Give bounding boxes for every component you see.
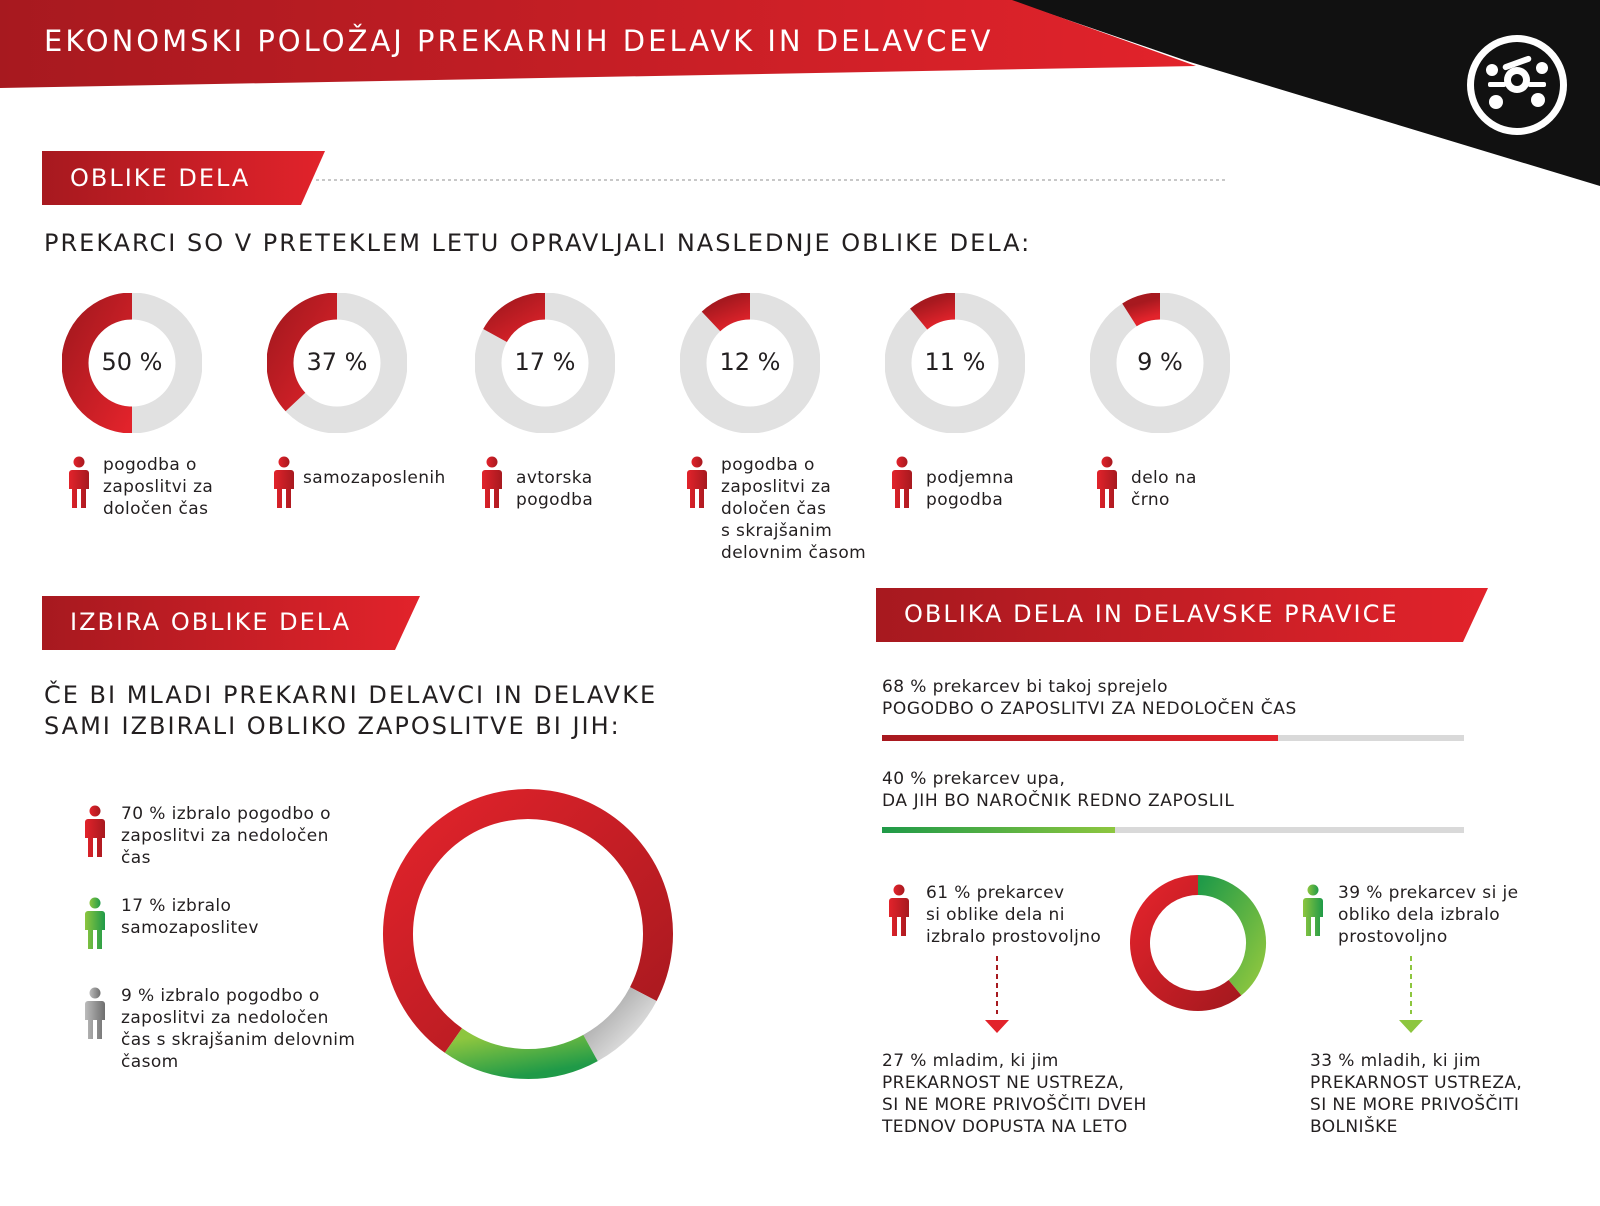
arrow-red-head [985,1020,1009,1033]
donut-segment-green [1198,885,1256,988]
donut-caption [926,467,1014,511]
donut-caption [516,467,593,511]
donut-value-label: 50 % [101,348,163,376]
right-group-result-line: PREKARNOST USTREZA, [1310,1073,1523,1093]
header-title: EKONOMSKI POLOŽAJ PREKARNIH DELAVK IN DELAVCEV [44,24,994,58]
legend-item [121,895,259,939]
person-icon [686,456,708,510]
person-icon [84,987,106,1041]
donut-caption-line: pogodba o [721,455,815,475]
person-icon [68,456,90,510]
section-label-oblike-dela: OBLIKE DELA [70,164,251,192]
donut-caption-line: pogodba [926,490,1004,510]
donut-caption-line: avtorska [516,468,593,488]
legend-item [121,803,331,869]
donut-caption-line: pogodba [516,490,594,510]
section-label-izbira: IZBIRA OBLIKE DELA [70,608,352,636]
bar2-line1: 40 % prekarcev upa, [882,769,1066,789]
left-group-result [882,1050,1147,1138]
right-group-result-line: SI NE MORE PRIVOŠČITI [1310,1095,1520,1115]
section2-heading-line2: SAMI IZBIRALI OBLIKO ZAPOSLITVE BI JIH: [44,712,621,740]
right-group-result [1310,1050,1522,1138]
legend-item-line: 9 % izbralo pogodbo o [121,986,320,1006]
donut-segment-green [453,1040,590,1064]
donut-caption-line: samozaposlenih [303,468,446,488]
right-group-result-line: 33 % mladih, ki jim [1310,1051,1481,1071]
bar2-line2: DA JIH BO NAROČNIK REDNO ZAPOSLIL [882,791,1235,811]
left-group-result-line: SI NE MORE PRIVOŠČITI DVEH [882,1095,1147,1115]
left-group-text-line: izbralo prostovoljno [926,927,1102,947]
donut-value-arc [919,306,955,319]
bar2-fill [882,827,1115,833]
donut-segment-red [1140,885,1235,1001]
person-icon [891,456,913,510]
bar1-line1: 68 % prekarcev bi takoj sprejelo [882,677,1168,697]
legend-item-line: samozaposlitev [121,918,259,938]
right-group-result-line: BOLNIŠKE [1310,1117,1398,1137]
right-group-text [1338,882,1518,948]
donut-value-label: 12 % [719,348,781,376]
person-icon [481,456,503,510]
legend-item-line: čas [121,848,151,868]
donut-caption-line: zaposlitvi za [721,477,832,497]
donut-value-arc [495,306,545,336]
donut-caption-line: s skrajšanim [721,521,833,541]
left-group-result-line: 27 % mladim, ki jim [882,1051,1059,1071]
donut-caption-line: podjemna [926,468,1015,488]
donut-value-arc [1129,306,1160,315]
section1-heading: PREKARCI SO V PRETEKLEM LETU OPRAVLJALI NASLEDNJE OBLIKE DELA: [44,229,1032,257]
donut-caption-line: zaposlitvi za [103,477,214,497]
donut-caption-line: pogodba o [103,455,197,475]
donut-caption [721,454,866,564]
donut-caption-line: določen čas [721,499,827,519]
donut-value-label: 17 % [514,348,576,376]
section-label-pravice: OBLIKA DELA IN DELAVSKE PRAVICE [904,600,1399,628]
donut-value-label: 9 % [1137,348,1183,376]
donut-value-arc [711,306,750,321]
left-group-text-line: 61 % prekarcev [926,883,1065,903]
left-group-text-line: si oblike dela ni [926,905,1065,925]
legend-item-line: čas s skrajšanim delovnim [121,1030,356,1050]
person-icon [84,805,106,859]
left-group-text [926,882,1101,948]
legend-item-line: 17 % izbralo [121,896,232,916]
bar1-track [882,735,1464,741]
person-icon [1302,884,1324,938]
person-icon [273,456,295,510]
person-icon [84,897,106,951]
donut-value-label: 11 % [924,348,986,376]
bar1-line2: POGODBO O ZAPOSLITVI ZA NEDOLOČEN ČAS [882,699,1297,719]
donut-caption-line: delovnim časom [721,543,867,563]
logo-seal [1462,30,1572,140]
donut-caption [303,467,446,489]
legend-item [121,985,355,1073]
legend-item-line: časom [121,1052,179,1072]
bar2-track [882,827,1464,833]
donut-caption-line: delo na [1131,468,1197,488]
left-group-result-line: TEDNOV DOPUSTA NA LETO [882,1117,1128,1137]
section2-heading-line1: ČE BI MLADI PREKARNI DELAVCI IN DELAVKE [44,681,658,709]
donut-caption-line: črno [1131,490,1170,510]
right-group-text-line: obliko dela izbralo [1338,905,1501,925]
bar1-fill [882,735,1278,741]
voluntary-donut-chart [1128,873,1268,1013]
legend-item-line: zaposlitvi za nedoločen [121,1008,329,1028]
donut-value-label: 37 % [306,348,368,376]
person-icon [1096,456,1118,510]
donut-caption-line: določen čas [103,499,209,519]
right-group-text-line: prostovoljno [1338,927,1448,947]
person-icon [888,884,910,938]
donut-caption [1131,467,1197,511]
arrow-green-head [1399,1020,1423,1033]
donut-caption [103,454,213,520]
donut-segment-grey [591,994,644,1048]
legend-item-line: 70 % izbralo pogodbo o [121,804,331,824]
legend-item-line: zaposlitvi za nedoločen [121,826,329,846]
choice-donut-chart [378,784,678,1084]
left-group-result-line: PREKARNOST NE USTREZA, [882,1073,1125,1093]
right-group-text-line: 39 % prekarcev si je [1338,883,1519,903]
